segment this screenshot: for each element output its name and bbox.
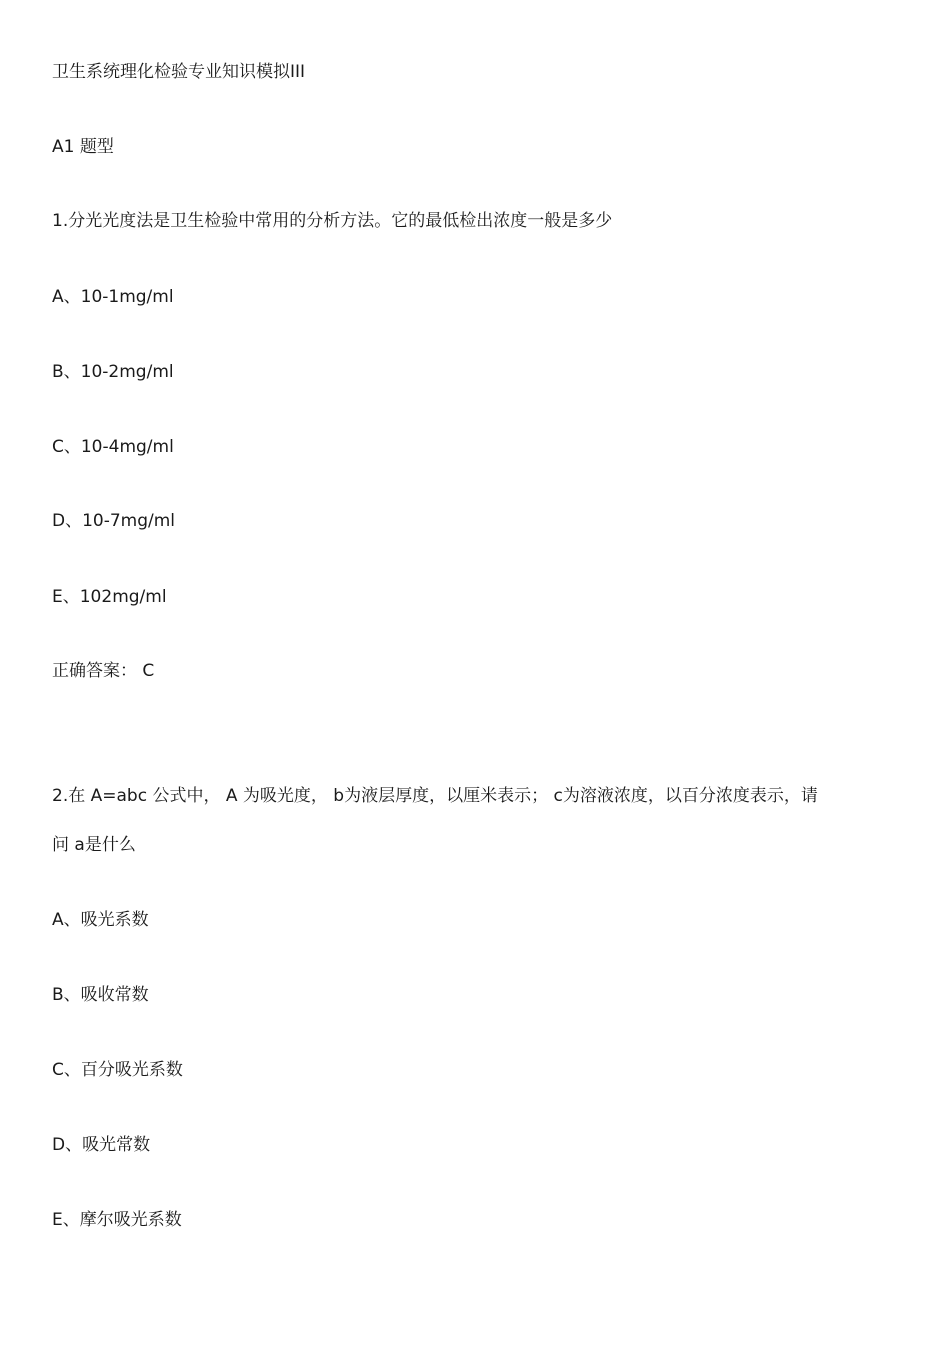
question-stem-line-1: 2.在 A=abc 公式中， A 为吸光度， b为液层厚度，以厘米表示； c为溶液浓度，以百分浓度表示，请 [52, 786, 818, 806]
question-stem-line-2: 问 a是什么 [52, 835, 136, 855]
document-title: 卫生系统理化检验专业知识模拟III [52, 62, 306, 82]
question-stem: 1.分光光度法是卫生检验中常用的分析方法。它的最低检出浓度一般是多少 [52, 211, 613, 231]
option-c: C、10-4mg/ml [52, 437, 174, 457]
option-c: C、百分吸光系数 [52, 1060, 183, 1080]
option-d: D、10-7mg/ml [52, 511, 176, 531]
option-a: A、吸光系数 [52, 910, 149, 930]
option-e: E、102mg/ml [52, 587, 167, 607]
correct-answer: 正确答案： C [52, 661, 155, 681]
option-b: B、吸收常数 [52, 985, 149, 1005]
option-d: D、吸光常数 [52, 1135, 151, 1155]
option-b: B、10-2mg/ml [52, 362, 174, 382]
option-e: E、摩尔吸光系数 [52, 1210, 182, 1230]
section-type-heading: A1 题型 [52, 137, 114, 157]
option-a: A、10-1mg/ml [52, 287, 174, 307]
